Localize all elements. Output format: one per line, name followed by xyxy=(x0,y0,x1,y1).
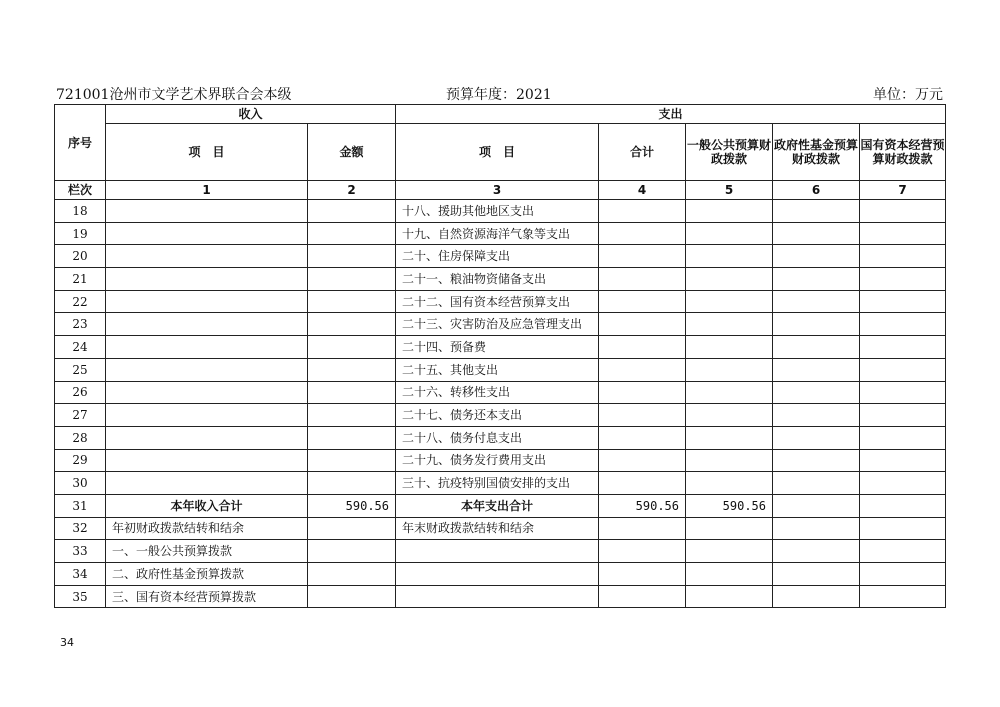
table-row xyxy=(55,358,946,381)
row-expense-item: 十九、自然资源海洋气象等支出 xyxy=(396,222,599,245)
index-num: 6 xyxy=(773,181,860,200)
row-income-amount xyxy=(308,404,396,427)
row-income-item xyxy=(106,290,308,313)
index-num: 7 xyxy=(860,181,946,200)
row-expense-item: 十八、援助其他地区支出 xyxy=(396,200,599,223)
table-row xyxy=(55,472,946,495)
row-expense-item: 二十二、国有资本经营预算支出 xyxy=(396,290,599,313)
row-expense-state xyxy=(860,336,946,359)
index-num: 1 xyxy=(106,181,308,200)
row-expense-item: 二十、住房保障支出 xyxy=(396,245,599,268)
row-seq: 35 xyxy=(55,585,106,608)
row-expense-total xyxy=(599,517,686,540)
row-income-amount: 590.56 xyxy=(308,494,396,517)
header-expense-item: 项 目 xyxy=(396,124,599,181)
row-expense-general xyxy=(686,200,773,223)
row-expense-general xyxy=(686,449,773,472)
row-expense-fund xyxy=(773,313,860,336)
row-expense-total xyxy=(599,358,686,381)
header-expense-general: 一般公共预算财政拨款 xyxy=(686,124,773,181)
table-row xyxy=(55,517,946,540)
row-expense-state xyxy=(860,426,946,449)
row-seq: 28 xyxy=(55,426,106,449)
row-income-item xyxy=(106,381,308,404)
row-expense-item: 三十、抗疫特别国债安排的支出 xyxy=(396,472,599,495)
row-expense-general xyxy=(686,426,773,449)
row-expense-total xyxy=(599,245,686,268)
row-expense-general xyxy=(686,336,773,359)
row-expense-fund xyxy=(773,472,860,495)
row-expense-total xyxy=(599,540,686,563)
row-expense-fund xyxy=(773,381,860,404)
table-row xyxy=(55,336,946,359)
row-expense-general xyxy=(686,222,773,245)
table-row xyxy=(55,381,946,404)
row-seq: 19 xyxy=(55,222,106,245)
table-row xyxy=(55,540,946,563)
row-expense-fund xyxy=(773,358,860,381)
index-num: 3 xyxy=(396,181,599,200)
row-income-amount xyxy=(308,517,396,540)
row-income-item: 一、一般公共预算拨款 xyxy=(106,540,308,563)
row-expense-general xyxy=(686,517,773,540)
row-expense-state xyxy=(860,494,946,517)
row-expense-item: 年末财政拨款结转和结余 xyxy=(396,517,599,540)
row-seq: 34 xyxy=(55,563,106,586)
row-expense-total xyxy=(599,563,686,586)
row-expense-fund xyxy=(773,540,860,563)
row-expense-general xyxy=(686,404,773,427)
row-expense-general xyxy=(686,563,773,586)
row-income-item xyxy=(106,222,308,245)
row-income-item xyxy=(106,313,308,336)
row-seq: 27 xyxy=(55,404,106,427)
row-seq: 32 xyxy=(55,517,106,540)
row-expense-total xyxy=(599,268,686,291)
table-row xyxy=(55,426,946,449)
row-expense-item: 二十五、其他支出 xyxy=(396,358,599,381)
row-seq: 30 xyxy=(55,472,106,495)
row-income-amount xyxy=(308,268,396,291)
row-income-amount xyxy=(308,336,396,359)
index-num: 2 xyxy=(308,181,396,200)
row-income-amount xyxy=(308,426,396,449)
row-income-item: 二、政府性基金预算拨款 xyxy=(106,563,308,586)
row-expense-fund xyxy=(773,449,860,472)
header-expense-total: 合计 xyxy=(599,124,686,181)
row-seq: 21 xyxy=(55,268,106,291)
header-expense-group: 支出 xyxy=(396,105,946,124)
row-income-item xyxy=(106,449,308,472)
row-expense-fund xyxy=(773,404,860,427)
row-expense-total xyxy=(599,381,686,404)
row-income-item: 三、国有资本经营预算拨款 xyxy=(106,585,308,608)
row-expense-item: 二十九、债务发行费用支出 xyxy=(396,449,599,472)
row-expense-fund xyxy=(773,222,860,245)
row-income-item: 本年收入合计 xyxy=(106,494,308,517)
row-expense-state xyxy=(860,358,946,381)
row-seq: 22 xyxy=(55,290,106,313)
row-expense-item: 本年支出合计 xyxy=(396,494,599,517)
row-expense-total xyxy=(599,585,686,608)
row-expense-state xyxy=(860,381,946,404)
row-expense-state xyxy=(860,517,946,540)
header-income-group: 收入 xyxy=(106,105,396,124)
row-expense-item: 二十七、债务还本支出 xyxy=(396,404,599,427)
row-expense-state xyxy=(860,404,946,427)
table-row xyxy=(55,290,946,313)
row-expense-total xyxy=(599,426,686,449)
row-expense-general xyxy=(686,245,773,268)
row-expense-general xyxy=(686,313,773,336)
row-income-item xyxy=(106,200,308,223)
row-seq: 23 xyxy=(55,313,106,336)
row-expense-state xyxy=(860,563,946,586)
row-expense-state xyxy=(860,200,946,223)
row-expense-item: 二十八、债务付息支出 xyxy=(396,426,599,449)
row-expense-total xyxy=(599,472,686,495)
row-expense-fund xyxy=(773,585,860,608)
row-expense-fund xyxy=(773,245,860,268)
row-expense-state xyxy=(860,313,946,336)
row-seq: 26 xyxy=(55,381,106,404)
row-expense-state xyxy=(860,245,946,268)
row-expense-item: 二十一、粮油物资储备支出 xyxy=(396,268,599,291)
index-num: 5 xyxy=(686,181,773,200)
table-row xyxy=(55,245,946,268)
row-income-amount xyxy=(308,540,396,563)
row-expense-item: 二十六、转移性支出 xyxy=(396,381,599,404)
row-expense-item xyxy=(396,585,599,608)
row-income-amount xyxy=(308,200,396,223)
table-row xyxy=(55,404,946,427)
row-income-item xyxy=(106,358,308,381)
row-seq: 18 xyxy=(55,200,106,223)
row-seq: 33 xyxy=(55,540,106,563)
row-seq: 20 xyxy=(55,245,106,268)
row-expense-state xyxy=(860,222,946,245)
row-expense-fund xyxy=(773,336,860,359)
row-expense-total xyxy=(599,336,686,359)
row-expense-total xyxy=(599,404,686,427)
index-num: 4 xyxy=(599,181,686,200)
row-expense-state xyxy=(860,268,946,291)
row-expense-fund xyxy=(773,426,860,449)
table-row xyxy=(55,268,946,291)
row-expense-total xyxy=(599,449,686,472)
row-expense-item: 二十三、灾害防治及应急管理支出 xyxy=(396,313,599,336)
row-income-amount xyxy=(308,358,396,381)
organization-title: 721001沧州市文学艺术界联合会本级 xyxy=(56,87,292,103)
table-row xyxy=(55,449,946,472)
row-seq: 25 xyxy=(55,358,106,381)
row-expense-fund xyxy=(773,517,860,540)
row-income-amount xyxy=(308,290,396,313)
row-expense-total xyxy=(599,313,686,336)
row-expense-item: 二十四、预备费 xyxy=(396,336,599,359)
header-seq: 序号 xyxy=(55,105,106,181)
row-expense-general xyxy=(686,540,773,563)
budget-year: 预算年度：2021 xyxy=(446,87,552,103)
row-expense-total xyxy=(599,222,686,245)
table-row xyxy=(55,494,946,517)
row-expense-fund xyxy=(773,290,860,313)
row-income-amount xyxy=(308,245,396,268)
row-expense-total: 590.56 xyxy=(599,494,686,517)
row-expense-state xyxy=(860,449,946,472)
row-expense-state xyxy=(860,472,946,495)
page-number: 34 xyxy=(60,636,74,649)
row-expense-item xyxy=(396,540,599,563)
index-label: 栏次 xyxy=(55,181,106,200)
row-income-amount xyxy=(308,313,396,336)
row-income-item xyxy=(106,404,308,427)
row-seq: 31 xyxy=(55,494,106,517)
row-seq: 29 xyxy=(55,449,106,472)
row-income-amount xyxy=(308,585,396,608)
table-row xyxy=(55,585,946,608)
row-income-amount xyxy=(308,563,396,586)
row-expense-general xyxy=(686,585,773,608)
row-income-item xyxy=(106,336,308,359)
row-income-item: 年初财政拨款结转和结余 xyxy=(106,517,308,540)
row-seq: 24 xyxy=(55,336,106,359)
row-expense-total xyxy=(599,290,686,313)
header-expense-state: 国有资本经营预算财政拨款 xyxy=(860,124,946,181)
row-income-item xyxy=(106,472,308,495)
row-expense-state xyxy=(860,290,946,313)
table-row xyxy=(55,313,946,336)
row-expense-state xyxy=(860,585,946,608)
row-expense-item xyxy=(396,563,599,586)
table-row xyxy=(55,222,946,245)
row-income-item xyxy=(106,268,308,291)
row-expense-general xyxy=(686,268,773,291)
row-income-item xyxy=(106,245,308,268)
row-income-amount xyxy=(308,472,396,495)
budget-table xyxy=(54,104,946,608)
row-expense-general xyxy=(686,290,773,313)
table-row xyxy=(55,563,946,586)
row-expense-general xyxy=(686,381,773,404)
row-expense-fund xyxy=(773,494,860,517)
row-expense-general xyxy=(686,472,773,495)
row-expense-state xyxy=(860,540,946,563)
header-income-amount: 金额 xyxy=(308,124,396,181)
table-row xyxy=(55,200,946,223)
row-expense-total xyxy=(599,200,686,223)
row-income-amount xyxy=(308,449,396,472)
currency-unit: 单位：万元 xyxy=(873,87,943,103)
row-expense-general: 590.56 xyxy=(686,494,773,517)
row-expense-fund xyxy=(773,268,860,291)
row-expense-general xyxy=(686,358,773,381)
row-expense-fund xyxy=(773,200,860,223)
header-income-item: 项 目 xyxy=(106,124,308,181)
row-income-item xyxy=(106,426,308,449)
row-expense-fund xyxy=(773,563,860,586)
row-income-amount xyxy=(308,381,396,404)
header-expense-fund: 政府性基金预算财政拨款 xyxy=(773,124,860,181)
row-income-amount xyxy=(308,222,396,245)
